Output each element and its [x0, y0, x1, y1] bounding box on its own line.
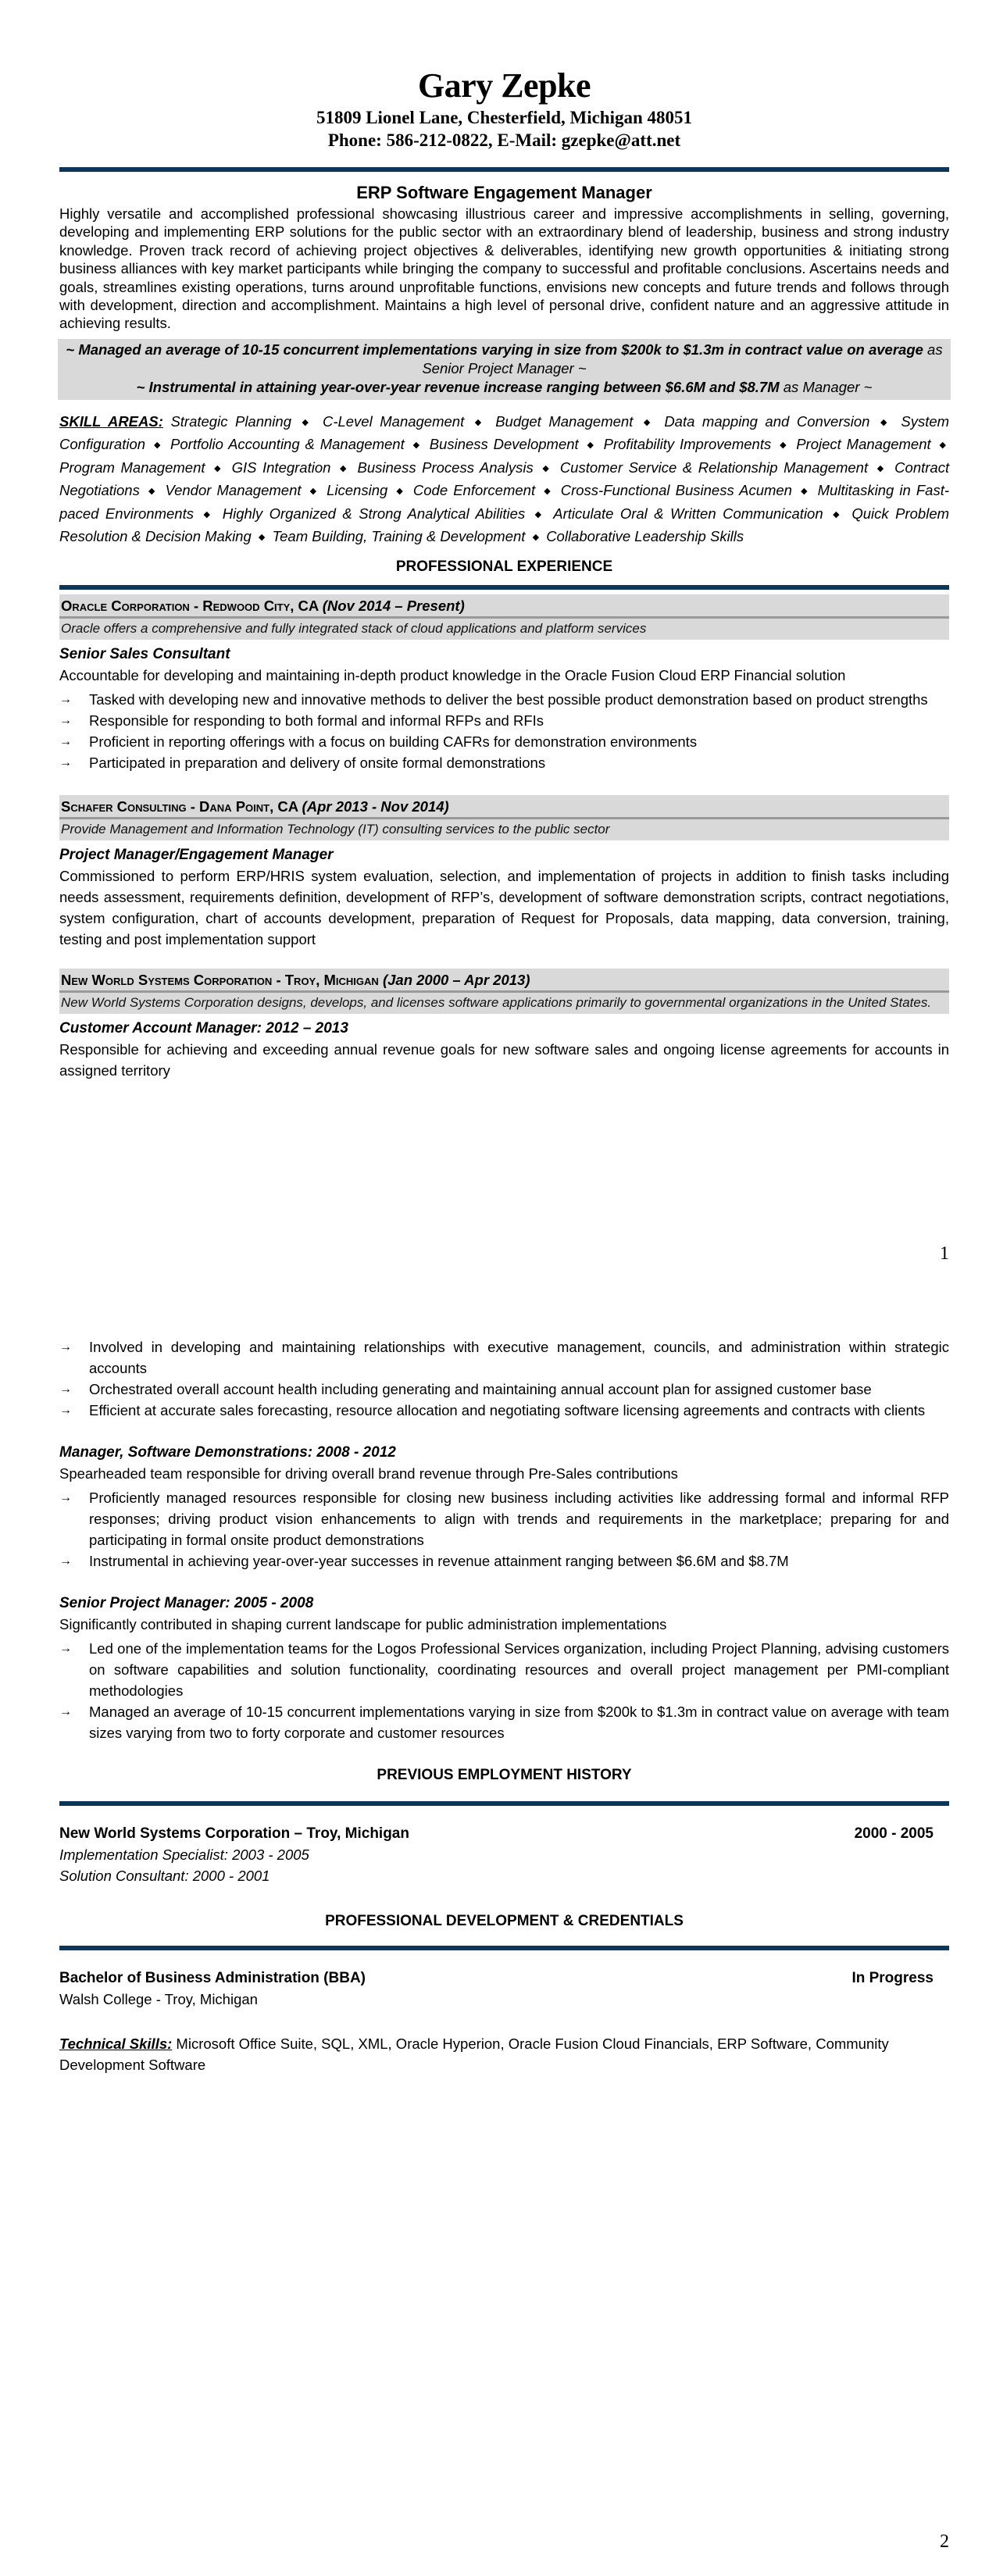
skill-item: Licensing — [327, 482, 388, 499]
summary: Highly versatile and accomplished professional showcasing illustrious career and impressive accomplishments in selling, governing, developing and implementing ERP solutions for the public sector with an extraordinary blend of leadership, business and strong industry knowledge. Proven track record of achieving project objectives & deliverables, identifying new growth opportunities & initiating strong business alliances with key market participants while bringing the company to successful and profitable conclusions. Ascertains needs and goals, streamlines existing operations, turns around unprofitable functions, envisions new concepts and future trends and follows through with development, direction and accomplishment. Maintains a high level of personal drive, confident nature and an aggressive attitude in achieving results. — [59, 205, 949, 332]
highlight-1-normal: as Senior Project Manager ~ — [422, 341, 943, 376]
skill-item: Portfolio Accounting & Management — [170, 436, 405, 453]
diamond-icon: ◆ — [309, 487, 319, 497]
section-title-experience: PROFESSIONAL EXPERIENCE — [395, 558, 613, 575]
skill-item: Strategic Planning — [170, 412, 291, 430]
diamond-icon: ◆ — [833, 509, 842, 519]
list-item-text: Managed an average of 10-15 concurrent implementations varying in size from $200k to $1.3m in contract value on average with team sizes varying from two to forty corporate and customer resources — [89, 1704, 949, 1741]
previous-role: Implementation Specialist: 2003 - 2005 — [59, 1846, 309, 1863]
arrow-icon: → — [59, 755, 72, 769]
highlight-2-bold: ~ Instrumental in attaining year-over-year revenue increase ranging between $6.6M and $8.7M — [136, 378, 780, 395]
page-1-content — [59, 0, 949, 1081]
skill-item: Business Process Analysis — [357, 458, 534, 476]
diamond-icon: ◆ — [780, 441, 788, 451]
skill-item: C-Level Management — [322, 412, 465, 430]
skill-item: Cross-Functional Business Acumen — [560, 482, 792, 499]
arrow-icon: → — [59, 692, 72, 706]
list-item — [59, 1487, 949, 1550]
company-dates: (Apr 2013 - Nov 2014) — [302, 797, 449, 815]
arrow-icon: → — [59, 1491, 72, 1504]
arrow-icon: → — [59, 1340, 72, 1354]
previous-role: Solution Consultant: 2000 - 2001 — [59, 1868, 270, 1884]
skill-item: Quick Problem Resolution & Decision Making — [59, 505, 950, 545]
arrow-icon: → — [59, 1705, 72, 1718]
skill-item: Data mapping and Conversion — [664, 412, 870, 430]
section-title-credentials: PROFESSIONAL DEVELOPMENT & CREDENTIALS — [325, 1913, 684, 1929]
company-name: New World Systems Corporation - Troy, Michigan — [61, 971, 379, 988]
diamond-icon: ◆ — [302, 417, 312, 427]
bullet-list — [59, 1336, 949, 1421]
education-row — [59, 1968, 949, 1989]
company-name: Oracle Corporation - Redwood City, CA — [61, 597, 319, 614]
technical-skills-label: Technical Skills: — [59, 2035, 173, 2052]
role-summary: Accountable for developing and maintaining in-depth product knowledge in the Oracle Fusion Cloud ERP Financial solution — [59, 666, 846, 683]
skill-item: Business Development — [429, 436, 579, 453]
highlight-1-bold: ~ Managed an average of 10-15 concurrent implementations varying in size from $200k to $1.3m in contract value on average — [66, 341, 923, 358]
diamond-icon: ◆ — [880, 417, 891, 427]
diamond-icon: ◆ — [214, 463, 223, 473]
arrow-icon: → — [59, 1554, 72, 1568]
page-2 — [0, 1288, 996, 2576]
diamond-icon: ◆ — [412, 441, 421, 451]
arrow-icon: → — [59, 713, 72, 727]
school: Walsh College - Troy, Michigan — [59, 1991, 258, 2007]
skill-areas-label: SKILL AREAS: — [59, 412, 163, 430]
skill-item: Collaborative Leadership Skills — [546, 528, 744, 545]
skill-areas — [59, 411, 949, 549]
page-2-content — [59, 1333, 949, 2075]
previous-employer-row — [59, 1823, 949, 1844]
list-item — [59, 752, 949, 773]
highlight-2 — [59, 378, 949, 397]
section-divider — [59, 1801, 949, 1806]
diamond-icon: ◆ — [801, 487, 809, 497]
company-description: New World Systems Corporation designs, develops, and licenses software applications primarily to governmental organizations in the United States. — [61, 994, 932, 1010]
company-box-oracle — [59, 594, 949, 640]
list-item — [59, 1701, 949, 1743]
list-item — [59, 1336, 949, 1379]
degree: Bachelor of Business Administration (BBA) — [59, 1970, 366, 1986]
skill-item: Program Management — [59, 458, 205, 476]
skill-item: System Configuration — [59, 412, 950, 453]
diamond-icon: ◆ — [153, 441, 162, 451]
role-summary: Significantly contributed in shaping current landscape for public administration implementations — [59, 1616, 667, 1632]
highlights-box — [58, 339, 951, 400]
list-item-text: Instrumental in achieving year-over-year successes in revenue attainment ranging between $6.6M and $8.7M — [89, 1553, 789, 1569]
skill-item: Project Management — [796, 436, 931, 453]
diamond-icon: ◆ — [474, 417, 485, 427]
section-divider — [59, 585, 949, 590]
skill-item: Budget Management — [495, 412, 634, 430]
diamond-icon: ◆ — [340, 463, 348, 473]
company-dates: (Nov 2014 – Present) — [322, 597, 465, 614]
arrow-icon: → — [59, 1383, 72, 1396]
skill-item: Articulate Oral & Written Communication — [553, 505, 823, 522]
role-summary: Commissioned to perform ERP/HRIS system evaluation, selection, and implementation of projects in addition to finish tasks including needs assessment, requirements definition, development of RFP’s, development of software demonstration scripts, contract negotiations, system configuration, chart of accounts development, preparation of Request for Proposals, data mapping, data conversion, training, testing and post implementation support — [59, 867, 949, 947]
skill-item: Highly Organized & Strong Analytical Abilities — [222, 505, 526, 522]
degree-status: In Progress — [851, 1970, 934, 1986]
diamond-icon: ◆ — [203, 509, 213, 519]
diamond-icon: ◆ — [939, 441, 947, 451]
highlight-2-normal: as Manager ~ — [779, 378, 873, 395]
diamond-icon: ◆ — [542, 463, 552, 473]
skill-areas-list — [59, 413, 949, 545]
company-heading — [59, 969, 949, 990]
company-heading — [59, 594, 949, 616]
candidate-name: Gary Zepke — [417, 66, 591, 105]
skill-item: Team Building, Training & Development — [272, 528, 526, 545]
header-divider — [59, 167, 949, 172]
diamond-icon: ◆ — [587, 441, 595, 451]
company-heading — [59, 795, 949, 817]
highlight-1 — [59, 341, 949, 378]
skill-item: Customer Service & Relationship Management — [559, 458, 869, 476]
technical-skills-value: Microsoft Office Suite, SQL, XML, Oracle Hyperion, Oracle Fusion Cloud Financials, ERP Software, Community Development Software — [59, 2035, 889, 2073]
company-description: Provide Management and Information Technology (IT) consulting services to the public sector — [61, 821, 610, 837]
company-description: Oracle offers a comprehensive and fully integrated stack of cloud applications and platform services — [61, 620, 647, 636]
skill-item: GIS Integration — [231, 458, 331, 476]
list-item-text: Tasked with developing new and innovative methods to deliver the best possible product demonstration based on product strengths — [89, 690, 928, 708]
skill-item: Multitasking in Fast-paced Environments — [59, 482, 949, 522]
list-item — [59, 1400, 949, 1421]
role-summary: Spearheaded team responsible for driving overall brand revenue through Pre-Sales contributions — [59, 1465, 678, 1482]
list-item-text: Orchestrated overall account health including generating and maintaining annual account plan for assigned customer base — [89, 1381, 872, 1397]
diamond-icon: ◆ — [148, 487, 157, 497]
arrow-icon: → — [59, 1642, 72, 1655]
list-item — [59, 1379, 949, 1400]
list-item — [59, 1550, 949, 1572]
list-item-text: Proficient in reporting offerings with a focus on building CAFRs for demonstration environments — [89, 733, 698, 750]
page-number: 2 — [940, 2531, 949, 2552]
list-item-text: Involved in developing and maintaining relationships with executive management, councils, and administration within strategic accounts — [89, 1339, 949, 1376]
address: 51809 Lionel Lane, Chesterfield, Michigan 48051 — [316, 108, 693, 127]
diamond-icon: ◆ — [396, 487, 405, 497]
list-item — [59, 689, 949, 710]
arrow-icon: → — [59, 734, 72, 748]
diamond-icon: ◆ — [643, 417, 654, 427]
list-item-text: Efficient at accurate sales forecasting, resource allocation and negotiating software licensing agreements and contracts with clients — [89, 1402, 926, 1418]
role-title: Senior Project Manager: 2005 - 2008 — [59, 1595, 314, 1611]
bullet-list — [59, 1638, 949, 1743]
bullet-list — [59, 689, 949, 773]
skill-item: Vendor Management — [165, 482, 302, 499]
list-item-text: Participated in preparation and delivery of onsite formal demonstrations — [89, 754, 546, 771]
contact-info: Phone: 586-212-0822, E-Mail: gzepke@att.net — [327, 130, 681, 150]
skill-item: Code Enforcement — [412, 482, 536, 499]
list-item — [59, 1638, 949, 1701]
section-title-previous: PREVIOUS EMPLOYMENT HISTORY — [377, 1767, 632, 1783]
list-item — [59, 731, 949, 752]
arrow-icon: → — [59, 1404, 72, 1417]
page-number: 1 — [940, 1243, 949, 1264]
diamond-icon: ◆ — [532, 533, 540, 543]
skill-item: Profitability Improvements — [603, 436, 772, 453]
role-title: Customer Account Manager: 2012 – 2013 — [59, 1019, 348, 1036]
role-title: Senior Sales Consultant — [59, 645, 230, 662]
diamond-icon: ◆ — [544, 487, 552, 497]
diamond-icon: ◆ — [258, 533, 266, 543]
diamond-icon: ◆ — [876, 463, 886, 473]
technical-skills — [59, 2033, 949, 2075]
skill-item: Contract Negotiations — [59, 458, 950, 499]
company-box-newworld — [59, 969, 949, 1014]
section-divider — [59, 1946, 949, 1950]
headline: ERP Software Engagement Manager — [356, 183, 652, 202]
bullet-list — [59, 1487, 949, 1572]
company-dates: (Jan 2000 – Apr 2013) — [382, 971, 530, 988]
company-box-schafer — [59, 795, 949, 840]
role-summary: Responsible for achieving and exceeding annual revenue goals for new software sales and ongoing license agreements for accounts in assigned territory — [59, 1040, 949, 1079]
diamond-icon: ◆ — [534, 509, 544, 519]
company-name: Schafer Consulting - Dana Point, CA — [61, 797, 298, 815]
list-item — [59, 710, 949, 731]
previous-employer-dates: 2000 - 2005 — [854, 1825, 934, 1842]
list-item-text: Responsible for responding to both formal and informal RFPs and RFIs — [89, 712, 544, 729]
list-item-text: Led one of the implementation teams for the Logos Professional Services organization, including Project Planning, advising customers on software capabilities and solution functionality, coordinating resources and overall project management per PMI-compliant methodologies — [89, 1640, 949, 1699]
role-title: Manager, Software Demonstrations: 2008 - 2012 — [59, 1444, 396, 1461]
list-item-text: Proficiently managed resources responsible for closing new business including activities like addressing formal and informal RFP responses; driving product vision enhancements to align with trends and requirements in the marketplace; preparing for and participating in formal onsite product demonstrations — [89, 1490, 949, 1548]
role-title: Project Manager/Engagement Manager — [59, 846, 334, 863]
previous-employer: New World Systems Corporation – Troy, Michigan — [59, 1825, 409, 1842]
